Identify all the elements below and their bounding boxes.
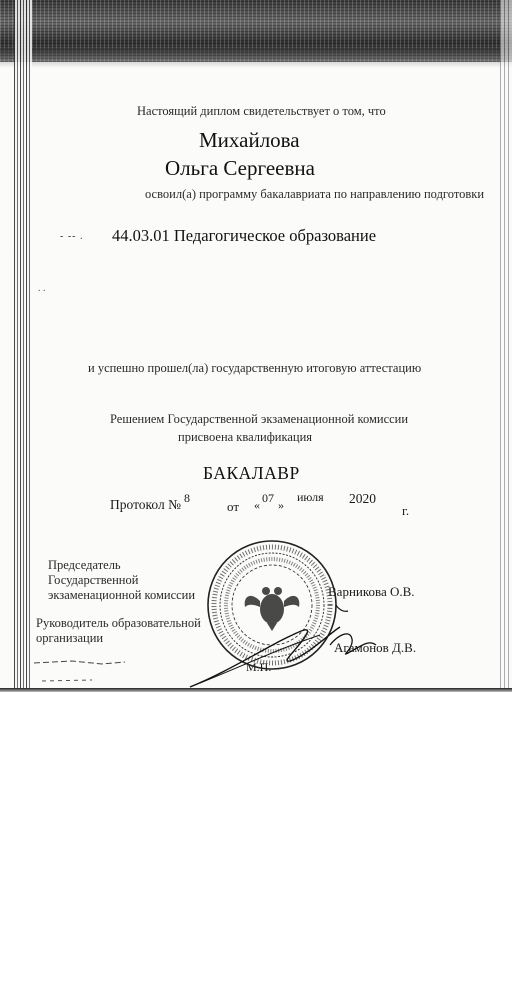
protocol-year: 2020 [349,491,376,506]
decision-text-line1: Решением Государственной экзаменационной комиссии [110,412,409,426]
protocol-quote-close: » [278,498,284,512]
graduate-given-names: Ольга Сергеевна [165,156,315,180]
attestation-text: и успешно прошел(ла) государственную итоговую аттестацию [88,361,422,375]
head-name: Агамонов Д.В. [334,640,417,655]
scan-dust-marks: . . [38,283,46,294]
header-band-shadow [0,48,512,68]
protocol-label: Протокол № [110,497,181,512]
qualification-title: БАКАЛАВР [203,463,300,483]
head-title-line1: Руководитель образовательной [36,616,201,630]
program-text: освоил(а) программу бакалавриата по направлению подготовки [145,187,485,201]
protocol-quote-open: « [254,498,260,512]
protocol-month: июля [297,490,324,504]
left-ornamental-border [14,0,32,690]
protocol-from-label: от [227,499,240,514]
protocol-number: 8 [184,491,190,505]
right-page-edge [500,0,512,690]
chair-title-line1: Председатель [48,558,121,572]
scan-dash-marks: - -- . [60,231,84,242]
intro-text: Настоящий диплом свидетельствует о том, что [137,104,386,118]
seal-mark-label: М.П. [246,660,272,674]
study-direction: 44.03.01 Педагогическое образование [112,226,377,245]
decision-text-line2: присвоена квалификация [178,430,313,444]
chair-title-line3: экзаменационной комиссии [48,588,196,602]
margin-pen-marks [32,655,127,690]
handwritten-signatures [180,605,430,695]
chair-name: Варникова О.В. [328,584,415,599]
graduate-surname: Михайлова [199,128,300,152]
protocol-year-suffix: г. [402,503,410,518]
protocol-day: 07 [262,491,274,505]
chair-title-line2: Государственной [48,573,139,587]
blank-page-area [0,692,512,1000]
head-title-line2: организации [36,631,104,645]
